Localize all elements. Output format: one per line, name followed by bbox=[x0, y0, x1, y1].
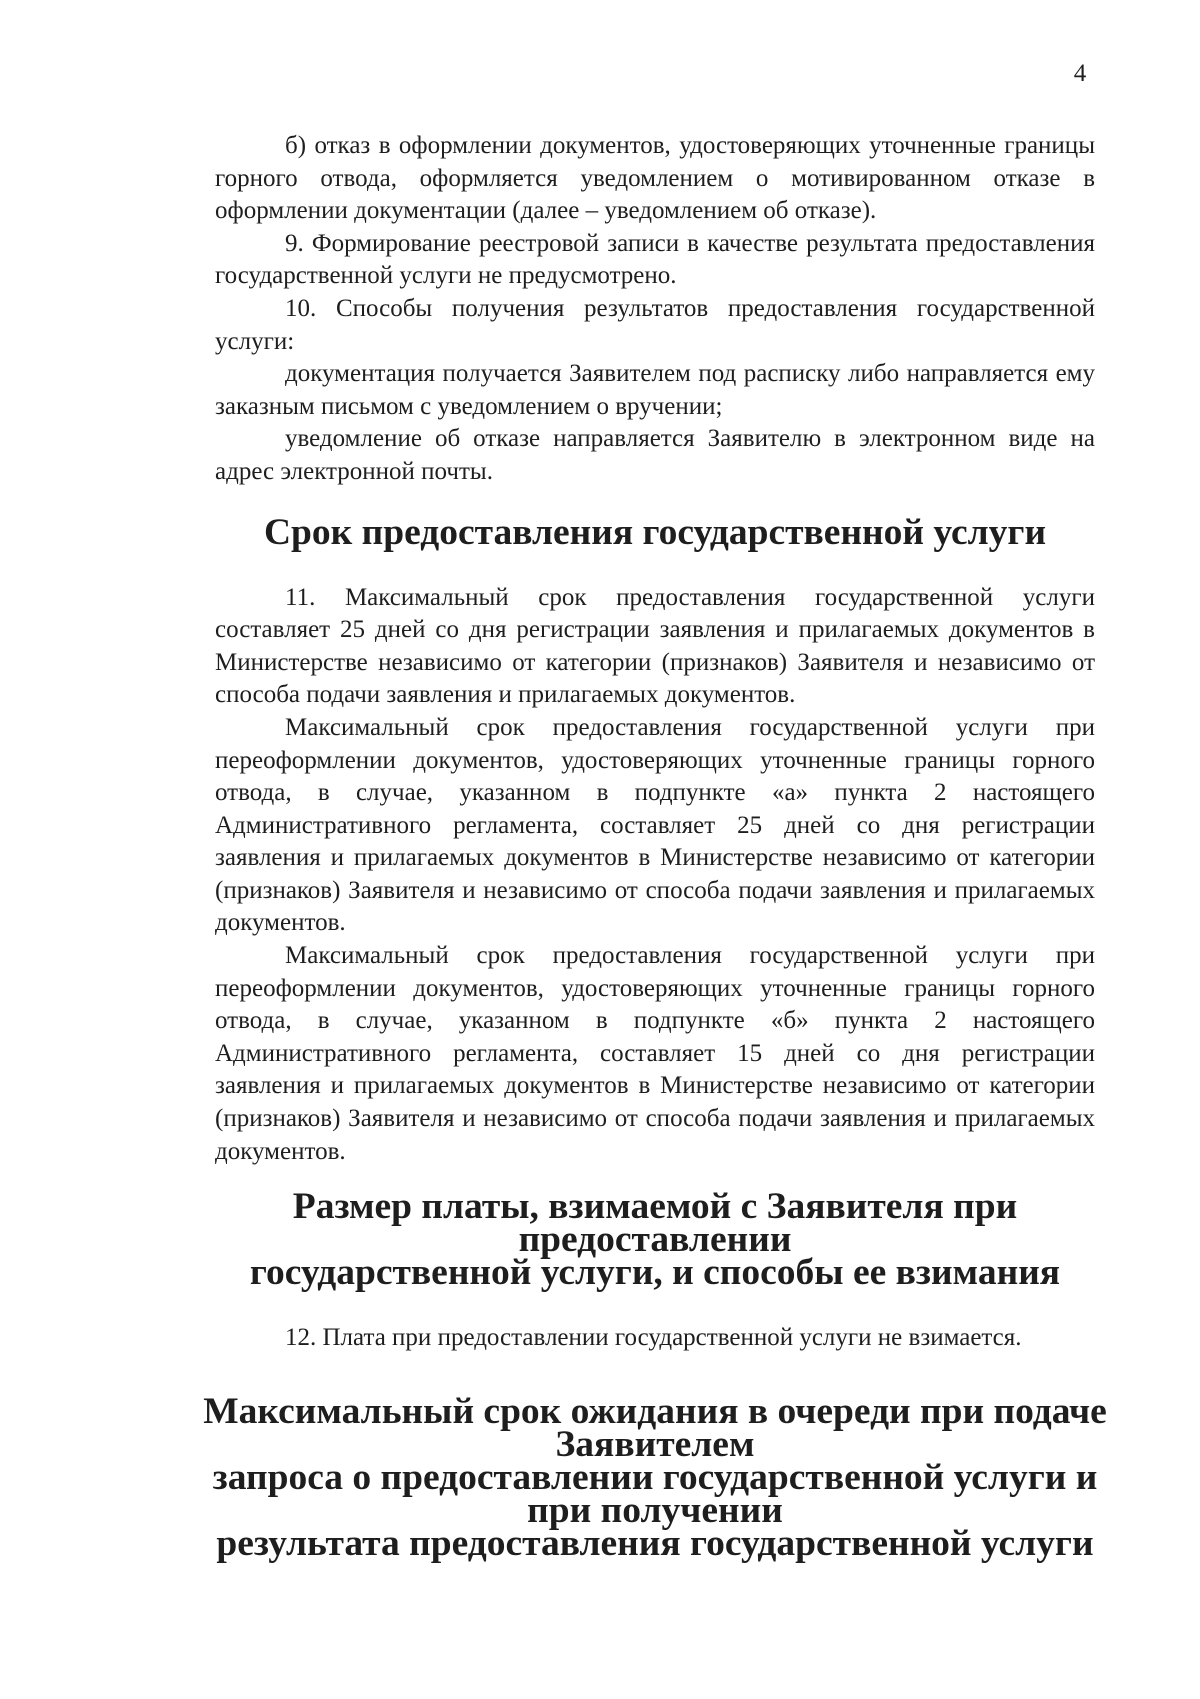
paragraph-item-9: 9. Формирование реестровой записи в качестве результата предоставления государственной услуги не предусмотрено. bbox=[215, 229, 1095, 290]
paragraph-refusal: б) отказ в оформлении документов, удостоверяющих уточненные границы горного отвода, оформляется уведомлением о мотивированном отказе в оформлении документации (далее – уведомлением об отказе). bbox=[215, 132, 1095, 225]
paragraph-notification: уведомление об отказе направляется Заявителю в электронном виде на адрес электронной почты. bbox=[215, 425, 1095, 485]
section-heading-queue-line-2: запроса о предоставлении государственной услуги и при получении bbox=[212, 1456, 1098, 1531]
section-heading-queue-line-1: Максимальный срок ожидания в очереди при подаче Заявителем bbox=[203, 1390, 1107, 1465]
section-heading-fee bbox=[215, 1186, 1095, 1294]
paragraph-item-11: 11. Максимальный срок предоставления государственной услуги составляет 25 дней со дня регистрации заявления и прилагаемых документов в Министерстве независимо от категории (признаков) Заявителя и независимо от способа подачи заявления и прилагаемых документов. bbox=[215, 583, 1095, 709]
paragraph-item-12: 12. Плата при предоставлении государственной услуги не взимается. bbox=[285, 1324, 1022, 1352]
paragraph-documentation: документация получается Заявителем под расписку либо направляется ему заказным письмом с уведомлением о вручении; bbox=[215, 360, 1095, 420]
section-heading-fee-line-2: государственной услуги, и способы ее взимания bbox=[249, 1252, 1061, 1294]
section-heading-queue-line-3: результата предоставления государственной услуги bbox=[216, 1522, 1094, 1564]
paragraph-term-subpoint-a: Максимальный срок предоставления государственной услуги при переоформлении документов, удостоверяющих уточненные границы горного отвода, в случае, указанном в подпункте «а» пункта 2 настоящего Административного регламента, составляет 25 дней со дня регистрации заявления и прилагаемых документов в Министерстве независимо от категории (признаков) Заявителя и независимо от способа подачи заявления и прилагаемых документов. bbox=[215, 713, 1095, 937]
paragraph-term-subpoint-b: Максимальный срок предоставления государственной услуги при переоформлении документов, удостоверяющих уточненные границы горного отвода, в случае, указанном в подпункте «б» пункта 2 настоящего Административного регламента, составляет 15 дней со дня регистрации заявления и прилагаемых документов в Министерстве независимо от категории (признаков) Заявителя и независимо от способа подачи заявления и прилагаемых документов. bbox=[215, 942, 1095, 1165]
document-body bbox=[203, 130, 1107, 1564]
page-number: 4 bbox=[1073, 60, 1087, 87]
section-heading-fee-line-1: Размер платы, взимаемой с Заявителя при предоставлении bbox=[292, 1186, 1018, 1261]
section-heading-term: Срок предоставления государственной услуги bbox=[263, 511, 1047, 553]
section-heading-queue bbox=[195, 1390, 1115, 1564]
paragraph-item-10: 10. Способы получения результатов предоставления государственной услуги: bbox=[215, 294, 1095, 355]
